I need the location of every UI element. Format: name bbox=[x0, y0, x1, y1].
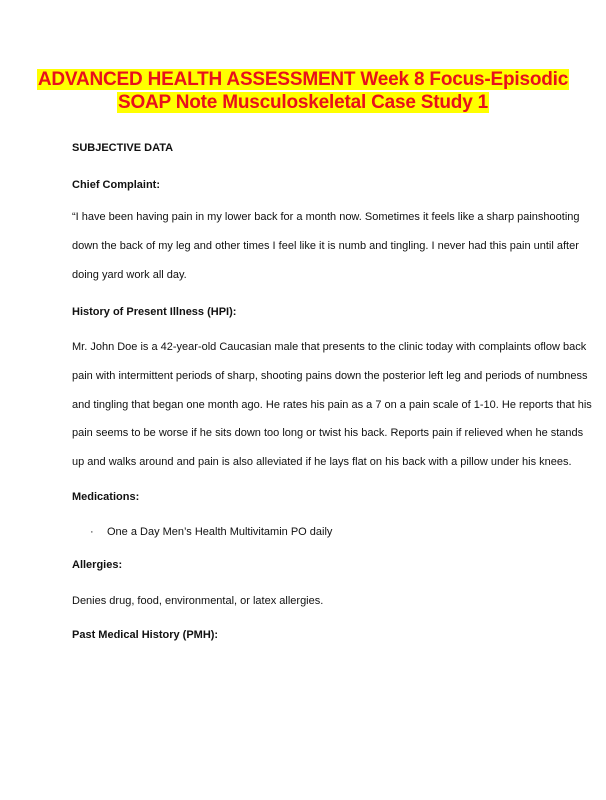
chief-complaint-line-2: down the back of my leg and other times I feel like it is numb and tingling. I never had this pain until after bbox=[72, 240, 579, 252]
pmh-heading: Past Medical History (PMH): bbox=[72, 629, 219, 641]
chief-complaint-line-1: “I have been having pain in my lower back for a month now. Sometimes it feels like a sharp painshooting bbox=[72, 211, 580, 223]
hpi-line-5: up and walks around and pain is also alleviated if he lays flat on his back with a pillow under his knees. bbox=[72, 456, 572, 468]
chief-complaint-heading: Chief Complaint: bbox=[72, 179, 160, 191]
title-line-1: ADVANCED HEALTH ASSESSMENT Week 8 Focus-Episodic bbox=[37, 69, 569, 90]
document-title bbox=[0, 68, 606, 114]
medication-item: One a Day Men’s Health Multivitamin PO daily bbox=[107, 526, 333, 538]
hpi-line-2: pain with intermittent periods of sharp, shooting pains down the posterior left leg and periods of numbness bbox=[72, 370, 588, 382]
allergies-text: Denies drug, food, environmental, or latex allergies. bbox=[72, 595, 324, 607]
title-line-2: SOAP Note Musculoskeletal Case Study 1 bbox=[117, 92, 489, 113]
medications-heading: Medications: bbox=[72, 491, 140, 503]
medication-bullet: · bbox=[90, 526, 94, 538]
allergies-heading: Allergies: bbox=[72, 559, 123, 571]
hpi-line-1: Mr. John Doe is a 42-year-old Caucasian male that presents to the clinic today with complaints oflow back bbox=[72, 341, 587, 353]
subjective-heading: SUBJECTIVE DATA bbox=[72, 142, 174, 154]
hpi-line-3: and tingling that began one month ago. He rates his pain as a 7 on a pain scale of 1-10. He reports that his bbox=[72, 399, 592, 411]
hpi-line-4: pain seems to be worse if he sits down too long or twist his back. Reports pain if relieved when he stands bbox=[72, 427, 584, 439]
hpi-heading: History of Present Illness (HPI): bbox=[72, 306, 237, 318]
chief-complaint-line-3: doing yard work all day. bbox=[72, 269, 187, 281]
